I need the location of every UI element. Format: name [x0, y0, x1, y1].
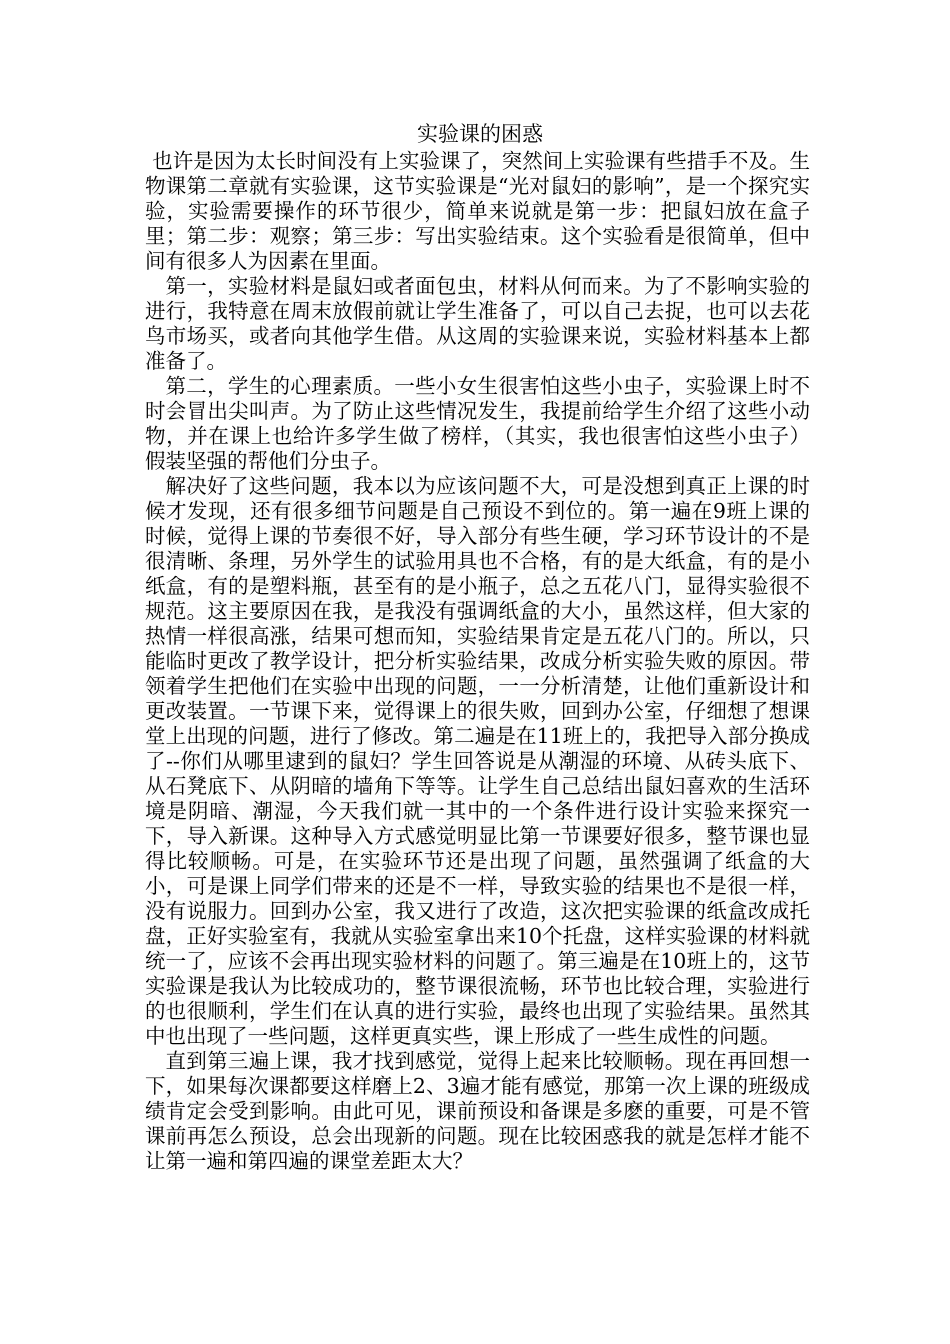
paragraph-materials: 第一，实验材料是鼠妇或者面包虫，材料从何而来。为了不影响实验的进行，我特意在周末放假前就让学生准备了，可以自己去捉，也可以去花鸟市场买，或者向其他学生借。从这周的实验课来说，实验材料基本上都准备了。 [145, 274, 810, 373]
document-title: 实验课的困惑 [417, 122, 543, 146]
paragraph-psychology: 第二，学生的心理素质。一些小女生很害怕这些小虫子，实验课上时不时会冒出尖叫声。为了防止这些情况发生，我提前给学生介绍了这些小动物，并在课上也给许多学生做了榜样，（其实，我也很害怕这些小虫子） 假装坚强的帮他们分虫子。 [145, 374, 810, 473]
paragraph-intro: 也许是因为太长时间没有上实验课了，突然间上实验课有些措手不及。生物课第二章就有实验课，这节实验课是“光对鼠妇的影响”，是一个探究实验，实验需要操作的环节很少，简单来说就是第一步：把鼠妇放在盒子里；第二步：观察；第三步：写出实验结束。这个实验看是很简单，但中间有很多人为因素在里面。 [145, 149, 810, 273]
document-body [145, 120, 810, 1174]
paragraph-reflection: 直到第三遍上课，我才找到感觉，觉得上起来比较顺畅。现在再回想一下，如果每次课都要这样磨上2、3遍才能有感觉，那第一次上课的班级成绩肯定会受到影响。由此可见，课前预设和备课是多麽的重要，可是不管课前再怎么预设，总会出现新的问题。现在比较困惑我的就是怎样才能不让第一遍和第四遍的课堂差距太大？ [145, 1049, 810, 1173]
paragraph-lessons: 解决好了这些问题，我本以为应该问题不大，可是没想到真正上课的时候才发现，还有很多细节问题是自己预设不到位的。第一遍在9班上课的时候，觉得上课的节奏很不好，导入部分有些生硬，学习环节设计的不是很清晰、条理，另外学生的试验用具也不合格，有的是大纸盒，有的是小纸盒，有的是塑料瓶，甚至有的是小瓶子，总之五花八门，显得实验很不规范。这主要原因在我，是我没有强调纸盒的大小，虽然这样，但大家的热情一样很高涨，结果可想而知，实验结果肯定是五花八门的。所以，只能临时更改了教学设计，把分析实验结果，改成分析实验失败的原因。带领着学生把他们在实验中出现的问题，一一分析清楚，让他们重新设计和更改装置。一节课下来，觉得课上的很失败，回到办公室，仔细想了想课堂上出现的问题，进行了修改。第二遍是在11班上的，我把导入部分换成了--你们从哪里逮到的鼠妇？学生回答说是从潮湿的环境、从砖头底下、从石凳底下、从阴暗的墙角下等等。让学生自己总结出鼠妇喜欢的生活环境是阴暗、潮湿，今天我们就一其中的一个条件进行设计实验来探究一下，导入新课。这种导入方式感觉明显比第一节课要好很多，整节课也显得比较顺畅。可是，在实验环节还是出现了问题，虽然强调了纸盒的大小，可是课上同学们带来的还是不一样，导致实验的结果也不是很一样，没有说服力。回到办公室，我又进行了改造，这次把实验课的纸盒改成托盘，正好实验室有，我就从实验室拿出来10个托盘，这样实验课的材料就统一了，应该不会再出现实验材料的问题了。第三遍是在10班上的，这节实验课是我认为比较成功的，整节课很流畅，环节也比较合理，实验进行的也很顺利，学生们在认真的进行实验，最终也出现了实验结果。虽然其中也出现了一些问题，这样更真实些，课上形成了一些生成性的问题。 [145, 474, 810, 1048]
